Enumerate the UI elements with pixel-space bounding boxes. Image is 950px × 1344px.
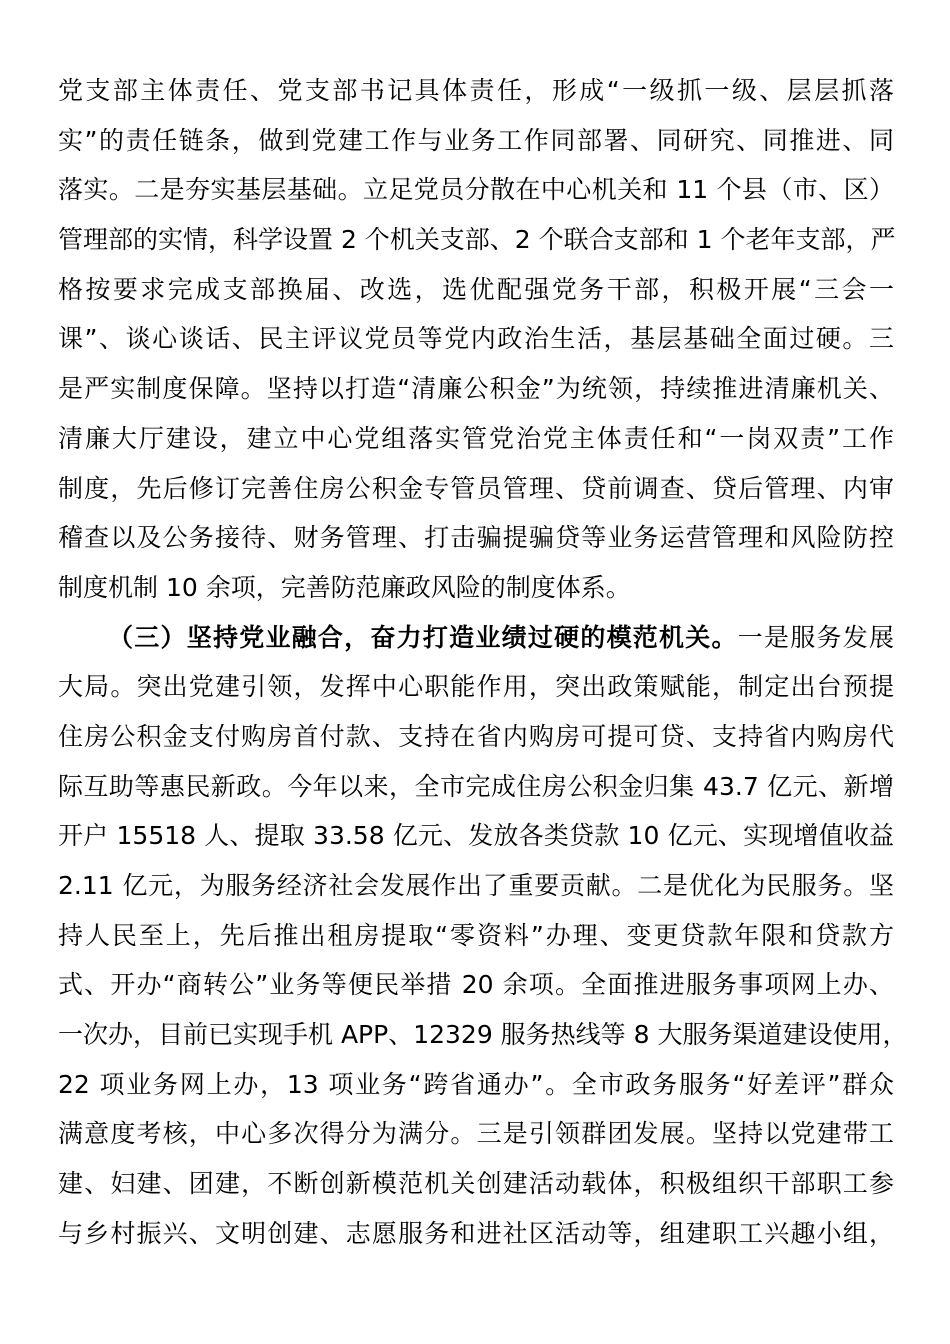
text-line-13: 大局。突出党建引领，发挥中心职能作用，突出政策赋能，制定出台预提	[58, 672, 894, 702]
text-line-10: 稽查以及公务接待、财务管理、打击骗提骗贷等业务运营管理和风险防控	[58, 523, 894, 553]
section-heading-rest: 一是服务发展	[737, 622, 894, 652]
text-line-1: 党支部主体责任、党支部书记具体责任，形成“一级抓一级、层层抓落	[58, 76, 894, 105]
text-line-19: 式、开办“商转公”业务等便民举措 20 余项。全面推进服务事项网上办、	[58, 970, 894, 1000]
text-line-21: 22 项业务网上办，13 项业务“跨省通办”。全市政务服务“好差评”群众	[58, 1069, 894, 1099]
section-heading: （三）坚持党业融合，奋力打造业绩过硬的模范机关。	[108, 622, 738, 652]
text-line-6: 课”、谈心谈话、民主评议党员等党内政治生活，基层基础全面过硬。三	[58, 324, 894, 354]
text-line-8: 清廉大厅建设，建立中心党组落实管党治党主体责任和“一岗双责”工作	[58, 423, 894, 453]
section-heading-line	[58, 613, 894, 663]
text-line-22: 满意度考核，中心多次得分为满分。三是引领群团发展。坚持以党建带工	[58, 1119, 894, 1149]
text-line-15: 际互助等惠民新政。今年以来，全市完成住房公积金归集 43.7 亿元、新增	[58, 771, 894, 801]
text-line-4: 管理部的实情，科学设置 2 个机关支部、2 个联合支部和 1 个老年支部，严	[58, 225, 896, 255]
body-text	[58, 66, 908, 1259]
text-line-23: 建、妇建、团建，不断创新模范机关创建活动载体，积极组织干部职工参	[58, 1169, 894, 1199]
text-line-18: 持人民至上，先后推出租房提取“零资料”办理、变更贷款年限和贷款方	[58, 920, 894, 950]
text-line-16: 开户 15518 人、提取 33.58 亿元、发放各类贷款 10 亿元、实现增值收益	[58, 821, 894, 851]
text-line-17: 2.11 亿元，为服务经济社会发展作出了重要贡献。二是优化为民服务。坚	[58, 871, 894, 900]
text-line-7: 是严实制度保障。坚持以打造“清廉公积金”为统领，持续推进清廉机关、	[58, 374, 894, 404]
text-line-9: 制度，先后修订完善住房公积金专管员管理、贷前调查、贷后管理、内审	[58, 473, 894, 503]
text-line-14: 住房公积金支付购房首付款、支持在省内购房可提可贷、支持省内购房代	[58, 721, 894, 751]
text-line-2: 实”的责任链条，做到党建工作与业务工作同部署、同研究、同推进、同	[58, 125, 894, 155]
text-line-24: 与乡村振兴、文明创建、志愿服务和进社区活动等，组建职工兴趣小组，	[58, 1218, 894, 1248]
text-line-11: 制度机制 10 余项，完善防范廉政风险的制度体系。	[58, 572, 631, 602]
text-line-5: 格按要求完成支部换届、改选，选优配强党务干部，积极开展“三会一	[58, 274, 894, 304]
text-line-3: 落实。二是夯实基层基础。立足党员分散在中心机关和 11 个县（市、区）	[58, 175, 894, 205]
text-line-20: 一次办，目前已实现手机 APP、12329 服务热线等 8 大服务渠道建设使用，	[58, 1020, 908, 1050]
